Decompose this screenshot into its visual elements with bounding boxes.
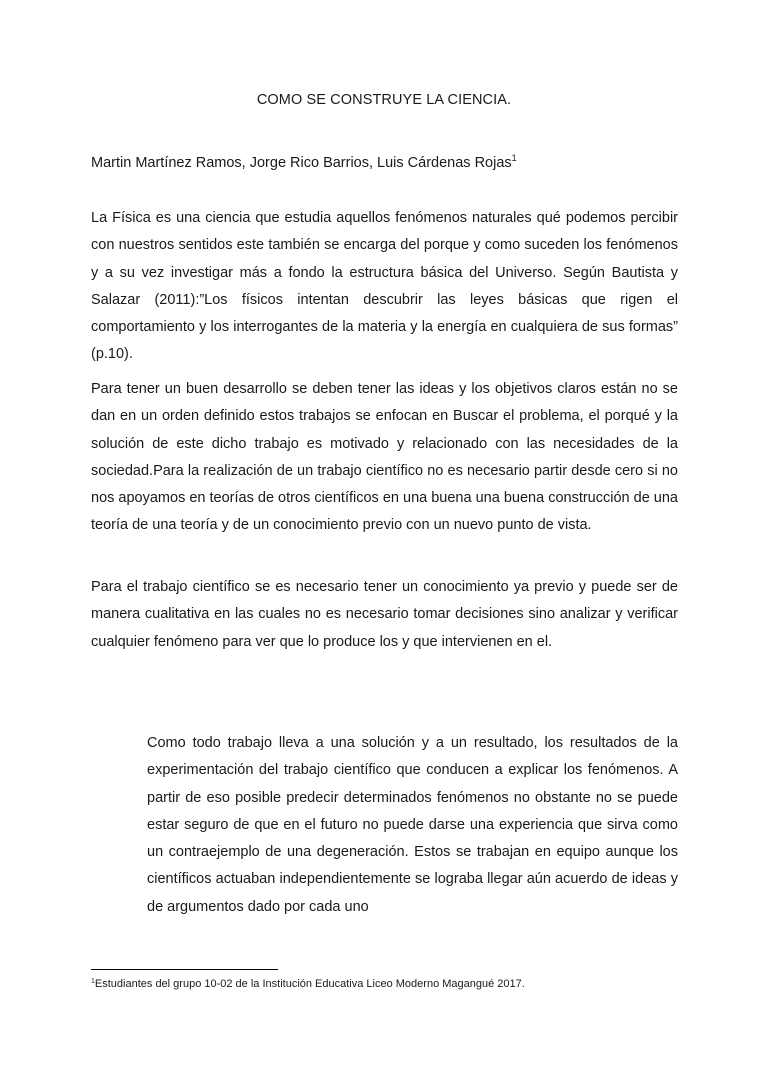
paragraph-1: La Física es una ciencia que estudia aquellos fenómenos naturales qué podemos percibir con nuestros sentidos este también se encarga del porque y como suceden los fenómenos y a su vez investigar más a fondo la estructura básica del Universo. Según Bautista y Salazar (2011):”Los físicos intentan descubrir las leyes básicas que rigen el comportamiento y los interrogantes de la materia y la energía en cualquiera de sus formas” (p.10). [91,210,678,363]
document-title: COMO SE CONSTRUYE LA CIENCIA. [256,92,512,108]
paragraph-2: Para tener un buen desarrollo se deben tener las ideas y los objetivos claros están no se dan en un orden definido estos trabajos se enfocan en Buscar el problema, el porqué y la solución de este dicho trabajo es motivado y relacionado con las necesidades de la sociedad.Para la realización de un trabajo científico no es necesario partir desde cero si no nos apoyamos en teorías de otros científicos en una buena una buena construcción de una teoría de una teoría y de un conocimiento previo con un nuevo punto de vista. [91,381,678,534]
footnote-divider [91,969,278,970]
footnote-mark: 1 [91,978,95,985]
footnote [91,978,525,990]
indented-paragraph: Como todo trabajo lleva a una solución y a un resultado, los resultados de la experimentación del trabajo científico que conducen a explicar los fenómenos. A partir de eso posible predecir determinados fenómenos no obstante no se puede estar seguro de que en el futuro no puede darse una experiencia que sirva como un contraejemplo de una degeneración. Estos se trabajan en equipo aunque los científicos actuaban independientemente se lograba llegar aún acuerdo de ideas y de argumentos dado por cada uno [147,735,678,915]
footnote-text: Estudiantes del grupo 10-02 de la Institución Educativa Liceo Moderno Magangué 2017. [94,978,525,990]
authors-line [91,153,517,171]
paragraph-3: Para el trabajo científico se es necesario tener un conocimiento ya previo y puede ser de manera cualitativa en las cuales no es necesario tomar decisiones sino analizar y verificar cualquier fenómeno para ver que lo produce los y que intervienen en el. [91,579,678,650]
authors-footnote-mark: 1 [511,153,517,163]
authors-names: Martin Martínez Ramos, Jorge Rico Barrios, Luis Cárdenas Rojas [91,155,512,171]
